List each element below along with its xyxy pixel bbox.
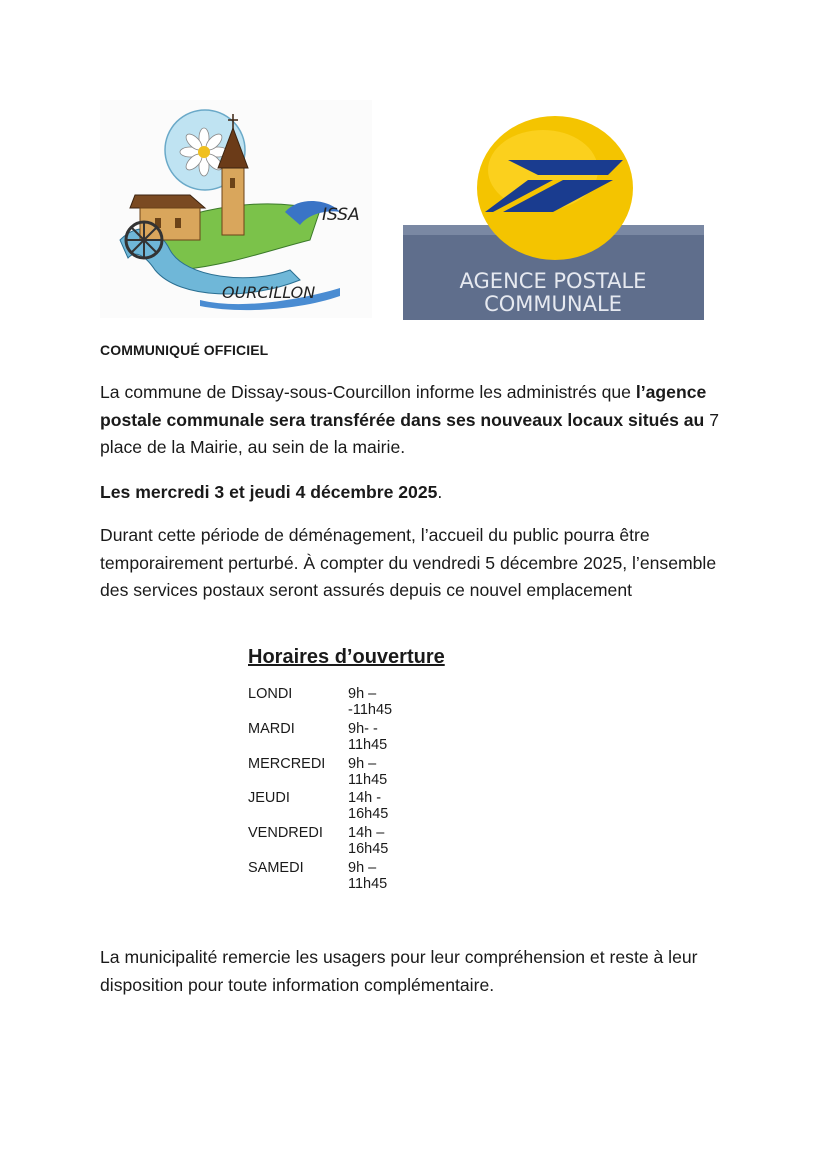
hours-time: 14h – 16h45 xyxy=(348,825,389,858)
hours-day: JEUDI xyxy=(248,790,290,807)
disruption-paragraph: Durant cette période de déménagement, l’accueil du public pourra être temporairement perturbé. À compter du vendredi 5 décembre 2025, l’ensemble des services postaux seront assurés depuis ce nouvel emplacement xyxy=(100,525,717,600)
announcement-bold: l’agence postale communale sera transférée dans ses nouveaux locaux situés au xyxy=(100,382,707,430)
commune-logo-text-top: ISSA xyxy=(322,205,360,225)
hours-day: SAMEDI xyxy=(248,859,304,876)
moving-dates-end: . xyxy=(437,482,443,502)
opening-hours-title: Horaires d’ouverture xyxy=(248,646,445,668)
closing-paragraph: La municipalité remercie les usagers pour leur compréhension et reste à leur disposition pour toute information complémentaire. xyxy=(100,947,698,995)
la-poste-logo-line1: AGENCE POSTALE xyxy=(459,269,647,293)
hours-day: LONDI xyxy=(248,686,293,702)
hours-time: 14h - 16h45 xyxy=(348,790,389,823)
commune-logo-text-bottom: OURCILLON xyxy=(222,283,316,302)
moving-dates-paragraph xyxy=(100,479,720,507)
moving-dates: Les mercredi 3 et jeudi 4 décembre 2025 xyxy=(100,482,438,502)
commune-logo-graphic xyxy=(100,100,372,318)
hours-time: 9h – 11h45 xyxy=(348,755,388,788)
document-heading: COMMUNIQUÉ OFFICIEL xyxy=(100,342,269,358)
la-poste-logo-graphic xyxy=(403,100,704,320)
hours-time: 9h – -11h45 xyxy=(348,686,393,718)
hours-day: VENDREDI xyxy=(248,825,323,842)
announcement-intro: La commune de Dissay-sous-Courcillon informe les administrés que xyxy=(100,382,636,402)
commune-logo xyxy=(100,100,372,318)
la-poste-logo xyxy=(403,100,704,320)
announcement-address: 7 place de la Mairie, au sein de la mairie. xyxy=(100,409,719,457)
hours-day: MERCREDI xyxy=(248,755,326,772)
hours-time: 9h- - 11h45 xyxy=(348,720,388,753)
hours-time: 9h – 11h45 xyxy=(348,859,388,892)
hours-day: MARDI xyxy=(248,720,295,737)
announcement-paragraph xyxy=(100,379,720,462)
la-poste-logo-line2: COMMUNALE xyxy=(484,292,622,316)
